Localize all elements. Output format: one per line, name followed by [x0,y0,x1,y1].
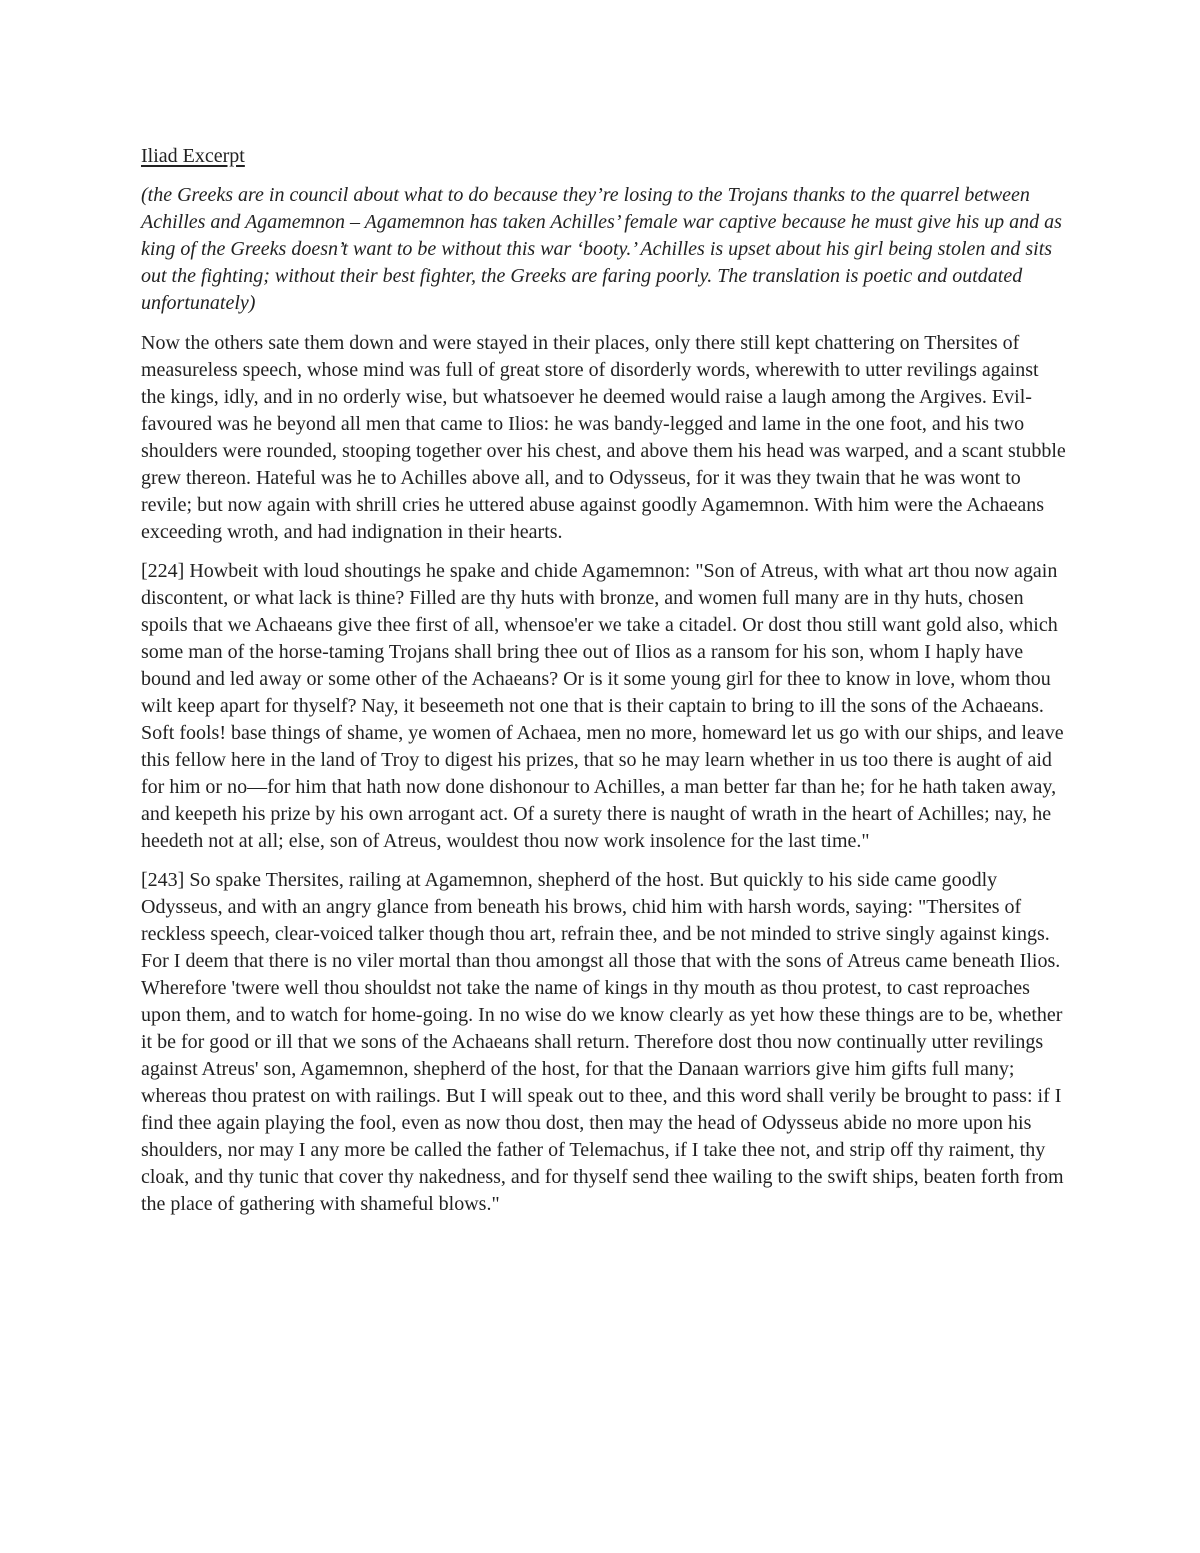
paragraph-2: [224] Howbeit with loud shoutings he spake and chide Agamemnon: "Son of Atreus, with what art thou now again discontent, or what lack is thine? Filled are thy huts with bronze, and women full many are in thy huts, chosen spoils that we Achaeans give thee first of all, whensoe'er we take a citadel. Or dost thou still want gold also, which some man of the horse-taming Trojans shall bring thee out of Ilios as a ransom for his son, whom I haply have bound and led away or some other of the Achaeans? Or is it some young girl for thee to know in love, whom thou wilt keep apart for thyself? Nay, it beseemeth not one that is their captain to bring to ill the sons of the Achaeans. Soft fools! base things of shame, ye women of Achaea, men no more, homeward let us go with our ships, and leave this fellow here in the land of Troy to digest his prizes, that so he may learn whether in us too there is aught of aid for him or no—for him that hath now done dishonour to Achilles, a man better far than he; for he hath taken away, and keepeth his prize by his own arrogant act. Of a surety there is naught of wrath in the heart of Achilles; nay, he heedeth not at all; else, son of Atreus, wouldest thou now work insolence for the last time." [141,560,1064,852]
paragraph-3: [243] So spake Thersites, railing at Agamemnon, shepherd of the host. But quickly to his side came goodly Odysseus, and with an angry glance from beneath his brows, chid him with harsh words, saying: "Thersites of reckless speech, clear-voiced talker though thou art, refrain thee, and be not minded to strive singly against kings. For I deem that there is no viler mortal than thou amongst all those that with the sons of Atreus came beneath Ilios. Wherefore 'twere well thou shouldst not take the name of kings in thy mouth as thou protest, to cast reproaches upon them, and to watch for home-going. In no wise do we know clearly as yet how these things are to be, whether it be for good or ill that we sons of the Achaeans shall return. Therefore dost thou now continually utter revilings against Atreus' son, Agamemnon, shepherd of the host, for that the Danaan warriors give him gifts full many; whereas thou pratest on with railings. But I will speak out to thee, and this word shall verily be brought to pass: if I find thee again playing the fool, even as now thou dost, then may the head of Odysseus abide no more upon his shoulders, nor may I any more be called the father of Telemachus, if I take thee not, and strip off thy raiment, thy cloak, and thy tunic that cover thy nakedness, and for thyself send thee wailing to the swift ships, beaten forth from the place of gathering with shameful blows." [141,869,1064,1215]
paragraph-1: Now the others sate them down and were stayed in their places, only there still kept chattering on Thersites of measureless speech, whose mind was full of great store of disorderly words, wherewith to utter revilings against the kings, idly, and in no orderly wise, but whatsoever he deemed would raise a laugh among the Argives. Evil-favoured was he beyond all men that came to Ilios: he was bandy-legged and lame in the one foot, and his two shoulders were rounded, stooping together over his chest, and above them his head was warped, and a scant stubble grew thereon. Hateful was he to Achilles above all, and to Odysseus, for it was they twain that he was wont to revile; but now again with shrill cries he uttered abuse against goodly Agamemnon. With him were the Achaeans exceeding wroth, and had indignation in their hearts. [141,332,1066,543]
document-page [141,142,1066,1230]
intro-note: (the Greeks are in council about what to do because they’re losing to the Trojans thanks to the quarrel between Achilles and Agamemnon – Agamemnon has taken Achilles’ female war captive because he must give his up and as king of the Greeks doesn’t want to be without this war ‘booty.’ Achilles is upset about his girl being stolen and sits out the fighting; without their best fighter, the Greeks are faring poorly. The translation is poetic and outdated unfortunately) [141,184,1062,314]
document-title: Iliad Excerpt [141,145,245,167]
